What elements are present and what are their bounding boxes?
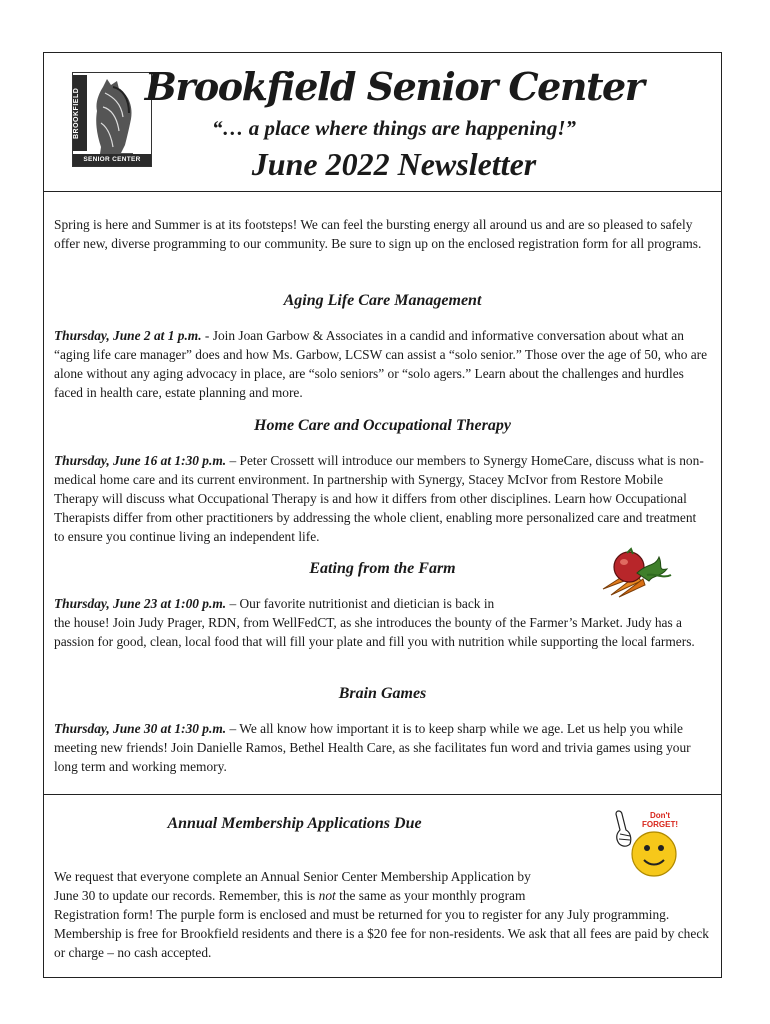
- vegetables-icon: [597, 545, 677, 599]
- membership-heading: Annual Membership Applications Due: [167, 815, 422, 832]
- header: [44, 53, 721, 192]
- section-paragraph: [54, 326, 709, 402]
- logo-bottom-text: SENIOR CENTER: [73, 154, 151, 166]
- event-description: – We all know how important it is to keep sharp while we age. Let us help you while meeting new friends! Join Danielle Ramos, Bethel Health Care, as she facilitates fun word and trivia games using your long term and working memory.: [54, 721, 691, 774]
- badge-line1: Don't: [649, 811, 671, 820]
- event-date: Thursday, June 23 at 1:00 p.m.: [54, 596, 227, 611]
- membership-line2-emphasis: not: [318, 888, 336, 903]
- event-description-line1: – Our favorite nutritionist and dietician is back in: [226, 596, 495, 611]
- section-paragraph: [54, 594, 709, 651]
- membership-line2-a: June 30 to update our records. Remember, this is: [54, 888, 319, 903]
- section-paragraph: [54, 719, 709, 776]
- event-description: – Peter Crossett will introduce our members to Synergy HomeCare, discuss what is non-medical home care and its current environment. In partnership with Synergy, Stacey McIvor from Restore Mobile Therapy will discuss what Occupational Therapy is and how it differs from other disciplines. Learn how Occupational Therapists differ from other practitioners by addressing the whole client, enabling more personalized care and treatment to ensure you continue living an independent life.: [54, 453, 704, 544]
- event-date: Thursday, June 30 at 1:30 p.m.: [54, 721, 227, 736]
- event-description: - Join Joan Garbow & Associates in a candid and informative conversation about what an “aging life care manager” does and how Ms. Garbow, LCSW can assist a “solo senior.” Those over the age of 50, who are alone without any aging advocacy in place, are “solo seniors” or “solo agers.” Learn about the challenges and hurdles faced in health care, estate planning and more.: [54, 328, 708, 400]
- tagline: “… a place where things are happening!”: [211, 116, 577, 140]
- section-heading: Aging Life Care Management: [283, 292, 482, 309]
- badge-line2: FORGET!: [642, 820, 678, 829]
- section-heading: Eating from the Farm: [309, 560, 456, 577]
- membership-line2-b: the same as your monthly program: [335, 888, 526, 903]
- event-date: Thursday, June 2 at 1 p.m.: [54, 328, 202, 343]
- membership-rest: Registration form! The purple form is enclosed and must be returned for you to register for any July programming. Membership is free for Brookfield residents and there is a $20 fee for non-residents. We ask that all fees are paid by check or charge – no cash accepted.: [54, 907, 709, 960]
- logo-vertical-text: BROOKFIELD: [73, 75, 87, 151]
- newsletter-page: [43, 52, 722, 978]
- brookfield-logo: [72, 72, 152, 167]
- section-paragraph: [54, 451, 709, 546]
- section-heading: Home Care and Occupational Therapy: [254, 417, 511, 434]
- section-heading: Brain Games: [338, 685, 427, 702]
- newsletter-title: June 2022 Newsletter: [251, 146, 537, 182]
- membership-line1: We request that everyone complete an Annual Senior Center Membership Application by: [54, 869, 531, 884]
- page-title: Brookfield Senior Center: [144, 64, 644, 109]
- event-description: the house! Join Judy Prager, RDN, from WellFedCT, as she introduces the bounty of the Farmer’s Market. Judy has a passion for good, clean, local food that will fill your plate and fill you with nutrition while supporting the local farmers.: [54, 615, 695, 649]
- section-divider: [44, 794, 721, 795]
- event-date: Thursday, June 16 at 1:30 p.m.: [54, 453, 227, 468]
- membership-paragraph: [54, 867, 709, 962]
- dont-forget-smiley-icon: [606, 808, 686, 880]
- intro-paragraph: Spring is here and Summer is at its footsteps! We can feel the bursting energy all around us and are so pleased to safely offer new, diverse programming to our community. Be sure to sign up on the enclosed registration form for all programs.: [54, 217, 702, 251]
